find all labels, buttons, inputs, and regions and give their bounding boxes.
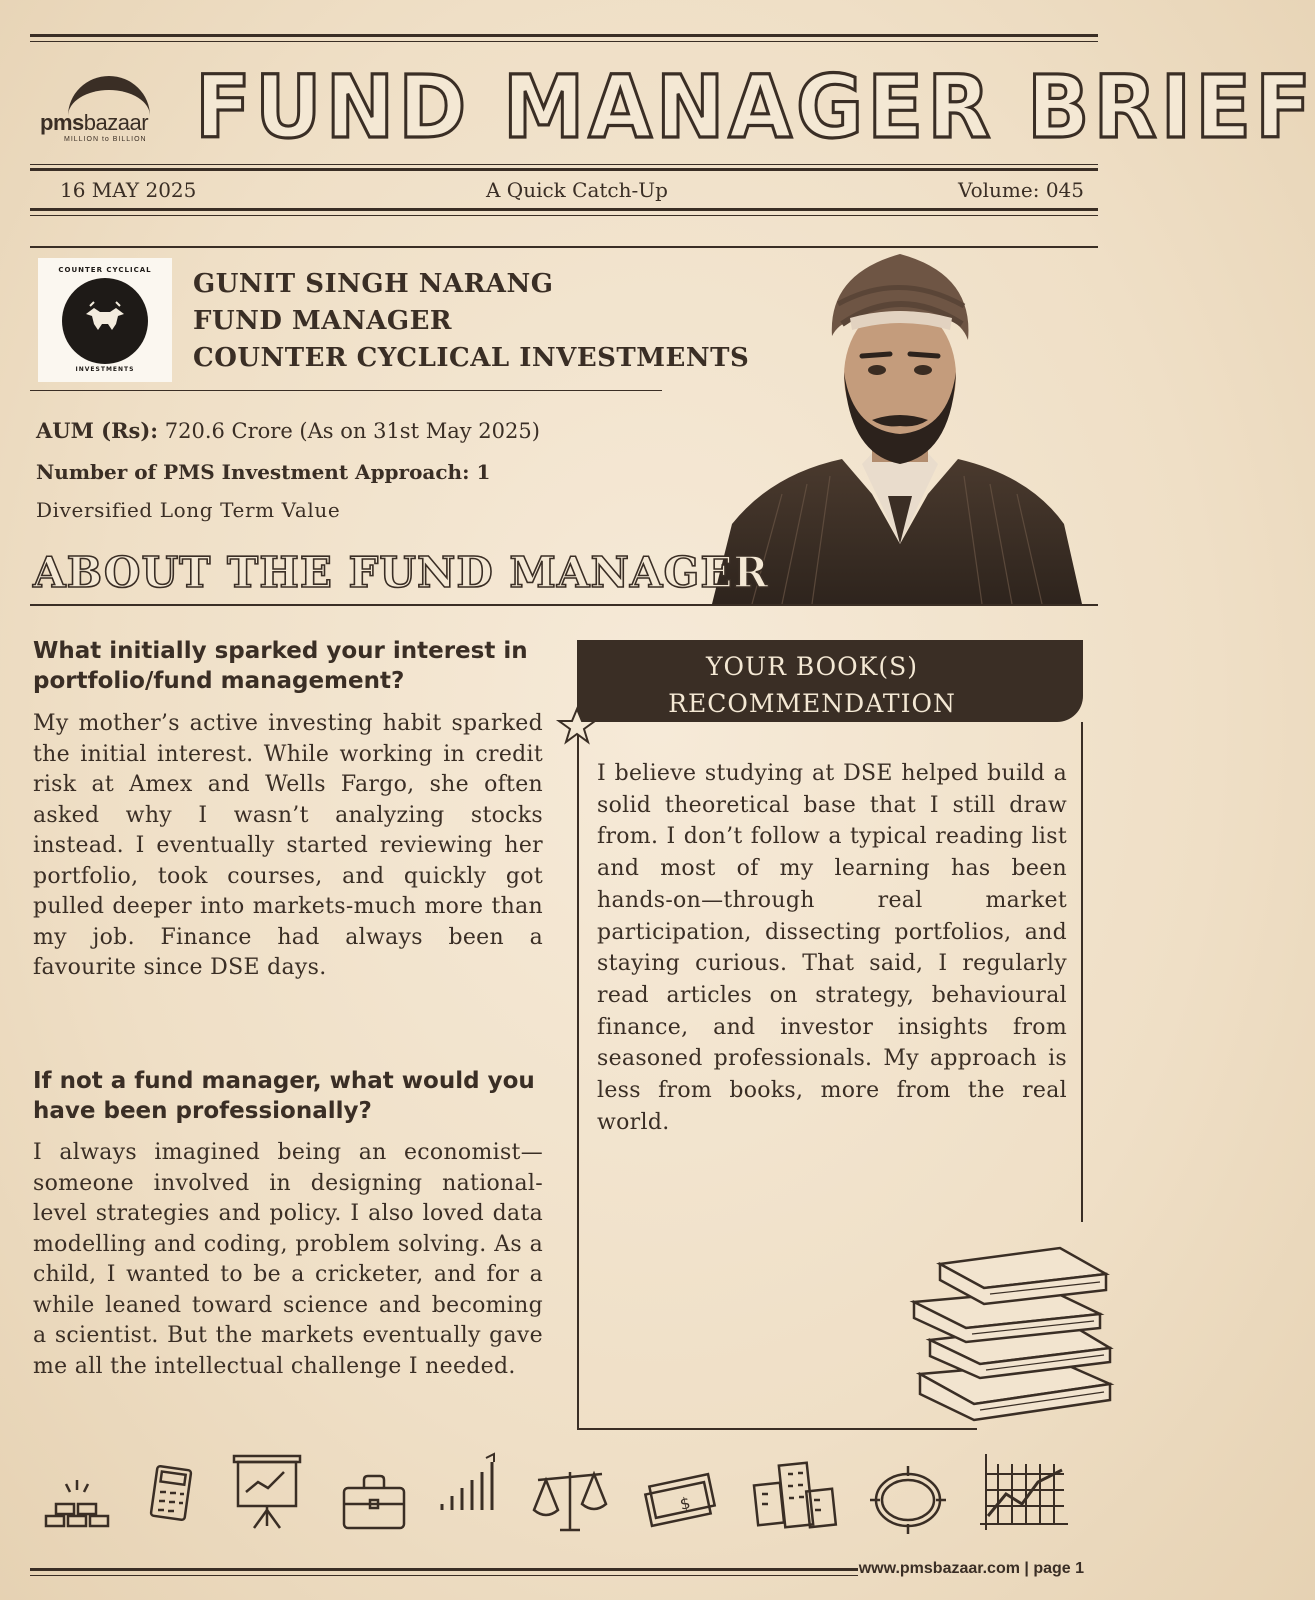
aum-label: AUM (Rs): (36, 418, 159, 443)
approach-count: Number of PMS Investment Approach: 1 (36, 460, 491, 484)
manager-role: FUND MANAGER (193, 306, 453, 336)
gold-bars-icon (40, 1450, 114, 1540)
answer-2: I always imagined being an economist—someone involved in designing national-level strategies and policy. I also loved data modelling and coding, problem solving. As a child, I wanted to be a cricketer, and for a while leaned toward science and becoming a scientist. But the markets eventually gave me all the intellectual challenge I needed. (33, 1140, 543, 1379)
book-heading-line2: RECOMMENDATION (668, 689, 956, 718)
bull-bear-icon (82, 300, 128, 334)
target-icon (868, 1450, 948, 1540)
cash-icon (642, 1450, 722, 1540)
svg-text:$: $ (678, 1493, 693, 1514)
manager-name: GUNIT SINGH NARANG (193, 269, 554, 299)
masthead-title: FUND MANAGER BRIEF (195, 58, 1315, 158)
book-stack-icon (910, 1244, 1120, 1420)
masthead-top-rule (30, 34, 1098, 37)
footer-rule (30, 1568, 858, 1571)
panel-border-left (577, 722, 579, 1430)
dateline-bottom-rule (30, 208, 1098, 211)
manager-firm: COUNTER CYCLICAL INVESTMENTS (193, 343, 750, 373)
answer-1: My mother’s active investing habit sparked the initial interest. While working in credit risk at Amex and Wells Fargo, she often asked why I wasn’t analyzing stocks instead. I eventually started reviewing her portfolio, took courses, and quickly got pulled deeper into markets-much more than my job. Finance had always been a favourite since DSE days. (33, 711, 543, 980)
calculator-icon (146, 1450, 196, 1540)
about-rule (30, 604, 1098, 606)
issue-date: 16 MAY 2025 (60, 178, 197, 202)
growth-bars-icon (436, 1450, 500, 1540)
balance-scale-icon (530, 1450, 610, 1540)
about-heading: ABOUT THE FUND MANAGER (33, 548, 770, 597)
book-recommendation-text: I believe studying at DSE helped build a solid theoretical base that I still draw from. I don’t follow a typical reading list and most of my learning has been hands-on—through real market participation, dissecting portfolios, and staying curious. That said, I regularly read articles on strategy, behavioural finance, and investor insights from seasoned professionals. My approach is less from books, more from the real world. (597, 761, 1067, 1135)
aum-line (36, 418, 540, 443)
pmsbazaar-logo[interactable]: pmsbazaar MILLION to BILLION (38, 74, 168, 144)
dateline-top-rule (30, 168, 1098, 171)
briefcase-icon (340, 1450, 408, 1540)
issue-subtitle: A Quick Catch-Up (486, 178, 668, 202)
firm-logo: COUNTER CYCLICAL INVESTMENTS (38, 258, 172, 382)
masthead-top-thin-rule (30, 41, 1098, 42)
buildings-icon (752, 1450, 838, 1540)
heading-underline (30, 390, 662, 391)
aum-value: 720.6 Crore (As on 31st May 2025) (158, 419, 540, 443)
question-2: If not a fund manager, what would you have been professionally? (33, 1068, 535, 1124)
manager-heading (193, 266, 749, 377)
issue-volume: Volume: 045 (958, 178, 1084, 202)
footer-url-page[interactable]: www.pmsbazaar.com | page 1 (858, 1560, 1084, 1577)
chart-grid-icon (976, 1450, 1072, 1540)
book-heading-line1: YOUR BOOK(S) (706, 652, 918, 681)
book-panel-header (577, 640, 1083, 722)
approach-name: Diversified Long Term Value (36, 498, 341, 522)
panel-border-right (1081, 722, 1083, 1222)
dateline-bottom-thin-rule (30, 215, 1098, 216)
star-icon (557, 706, 597, 746)
panel-border-bottom (577, 1428, 977, 1430)
question-1: What initially sparked your interest in portfolio/fund management? (33, 638, 528, 694)
dateline-top-thin-rule (30, 164, 1098, 165)
logo-tagline: MILLION to BILLION (64, 136, 147, 143)
presentation-board-icon (228, 1450, 306, 1540)
footer-thin-rule (30, 1575, 858, 1576)
